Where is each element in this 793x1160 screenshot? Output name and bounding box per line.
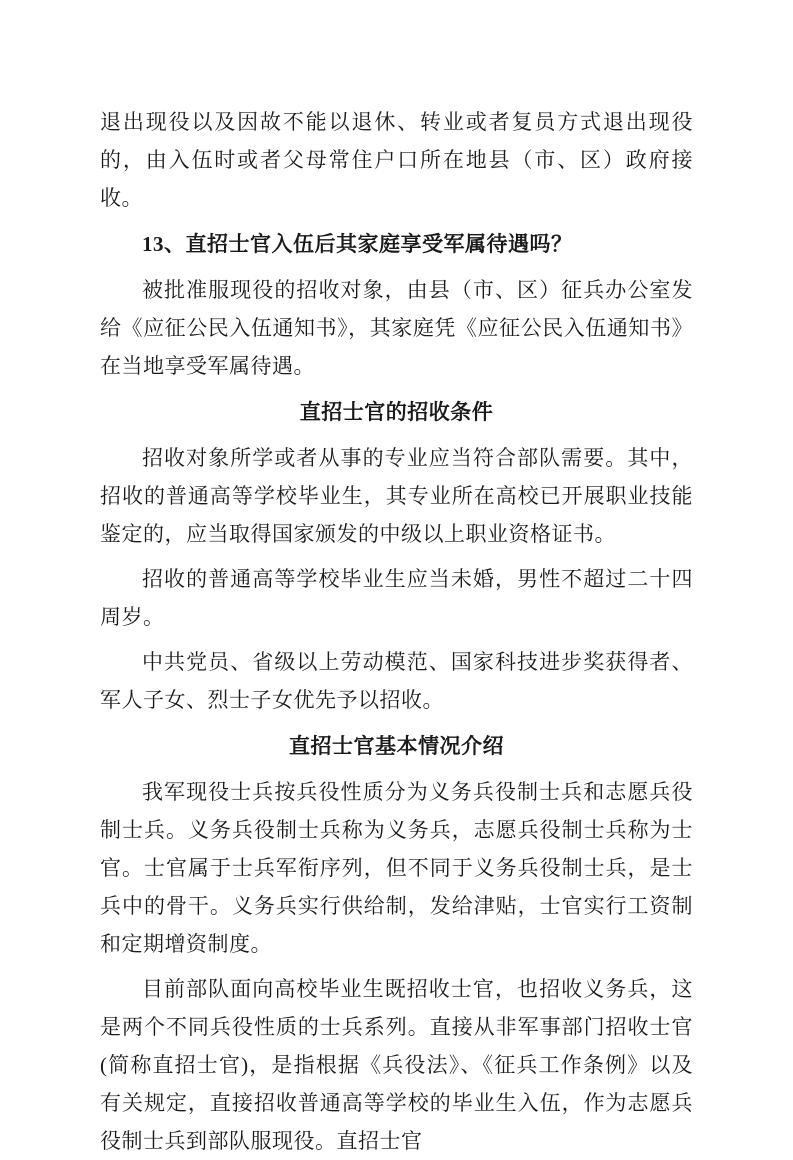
paragraph: 被批准服现役的招收对象，由县（市、区）征兵办公室发给《应征公民入伍通知书》，其家庭凭《应征公民入伍通知书》在当地享受军属待遇。 bbox=[100, 278, 693, 378]
paragraph: 中共党员、省级以上劳动模范、国家科技进步奖获得者、军人子女、烈士子女优先予以招收。 bbox=[100, 650, 693, 712]
paragraph: 目前部队面向高校毕业生既招收士官，也招收义务兵，这是两个不同兵役性质的士兵系列。直接从非军事部门招收士官(简称直招士官)，是指根据《兵役法》、《征兵工作条例》以及有关规定，直接招收普通高等学校的毕业生入伍，作为志愿兵役制士兵到部队服现役。直招士官 bbox=[100, 977, 693, 1153]
paragraph-continuation: 退出现役以及因故不能以退休、转业或者复员方式退出现役的，由入伍时或者父母常住户口所在地县（市、区）政府接收。 bbox=[100, 110, 693, 210]
paragraph: 招收对象所学或者从事的专业应当符合部队需要。其中，招收的普通高等学校毕业生，其专业所在高校已开展职业技能鉴定的，应当取得国家颁发的中级以上职业资格证书。 bbox=[100, 446, 693, 546]
section-heading-basic-introduction: 直招士官基本情况介绍 bbox=[289, 734, 504, 758]
question-heading: 13、直招士官入伍后其家庭享受军属待遇吗？ bbox=[142, 232, 573, 256]
paragraph: 我军现役士兵按兵役性质分为义务兵役制士兵和志愿兵役制士兵。义务兵役制士兵称为义务兵，志愿兵役制士兵称为士官。士官属于士兵军衔序列，但不同于义务兵役制士兵，是士兵中的骨干。义务兵实行供给制，发给津贴，士官实行工资制和定期增资制度。 bbox=[100, 780, 693, 956]
section-heading-recruitment-conditions: 直招士官的招收条件 bbox=[299, 400, 494, 424]
paragraph: 招收的普通高等学校毕业生应当未婚，男性不超过二十四周岁。 bbox=[100, 567, 693, 629]
